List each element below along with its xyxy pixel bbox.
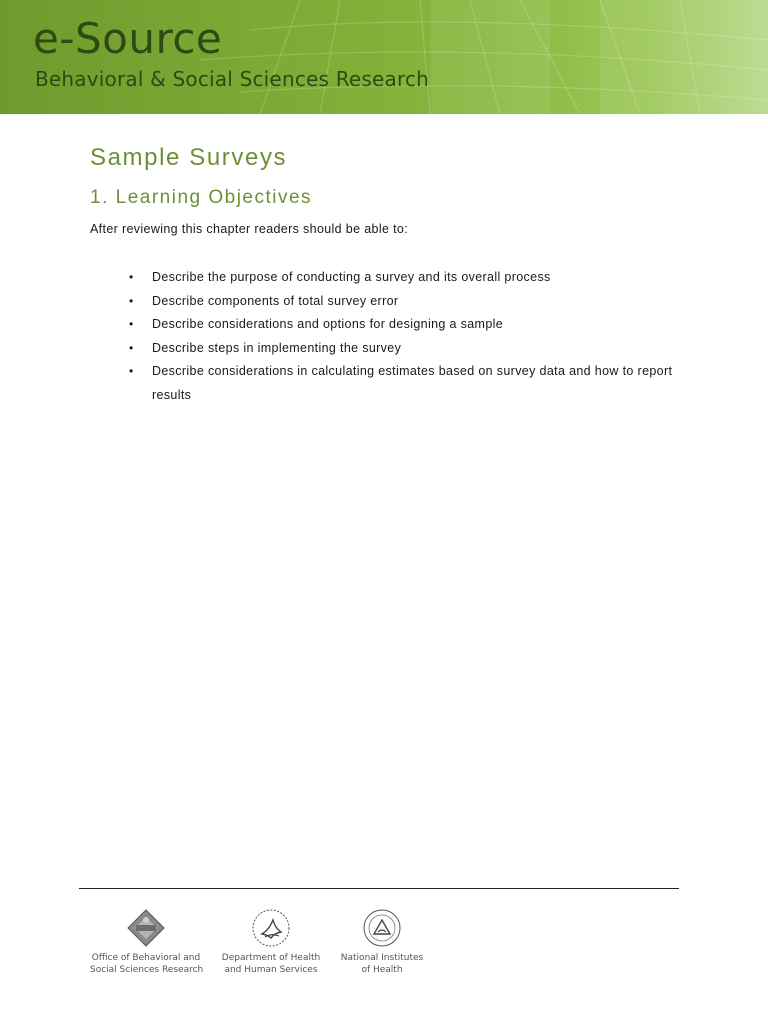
- objectives-list: [0, 266, 768, 407]
- objective-item: [0, 290, 682, 314]
- objective-text: Describe steps in implementing the survey: [152, 340, 402, 355]
- nih-seal-icon: [362, 908, 402, 948]
- banner-title: e-Source: [33, 14, 223, 63]
- bullet-icon: •: [129, 340, 134, 355]
- objective-item: [0, 360, 682, 407]
- obssr-caption-line1: Office of Behavioral and: [91, 953, 201, 963]
- nih-caption-line1: National Institutes: [340, 953, 424, 963]
- bullet-icon: •: [129, 270, 134, 284]
- obssr-seal-icon: [126, 908, 166, 948]
- section-heading: 1. Learning Objectives: [90, 187, 313, 208]
- bullet-icon: •: [129, 364, 134, 378]
- objective-item: [0, 266, 682, 290]
- header-banner: [0, 0, 768, 114]
- banner-subtitle: Behavioral & Social Sciences Research: [35, 67, 430, 91]
- objective-item: [0, 313, 682, 337]
- nih-caption-line2: of Health: [361, 965, 403, 975]
- objective-item: [0, 337, 682, 361]
- nih-logo: [338, 908, 426, 976]
- hhs-caption-line1: Department of Health: [221, 953, 321, 963]
- document-title: Sample Surveys: [90, 144, 288, 171]
- obssr-caption-line2: Social Sciences Research: [90, 965, 204, 975]
- objective-text: Describe components of total survey error: [152, 293, 399, 308]
- bullet-icon: •: [129, 317, 134, 331]
- objective-text: Describe the purpose of conducting a survey and its overall process: [152, 270, 551, 284]
- hhs-caption-line2: and Human Services: [224, 965, 318, 975]
- intro-text: After reviewing this chapter readers should be able to:: [90, 222, 409, 236]
- hhs-logo: [220, 908, 322, 976]
- bullet-icon: •: [129, 293, 134, 308]
- footer-divider: [79, 888, 679, 889]
- hhs-eagle-icon: [251, 908, 291, 948]
- objective-text: Describe considerations in calculating estimates based on survey data and how to report results: [152, 364, 673, 402]
- objective-text: Describe considerations and options for designing a sample: [152, 317, 504, 331]
- obssr-logo: [90, 908, 202, 976]
